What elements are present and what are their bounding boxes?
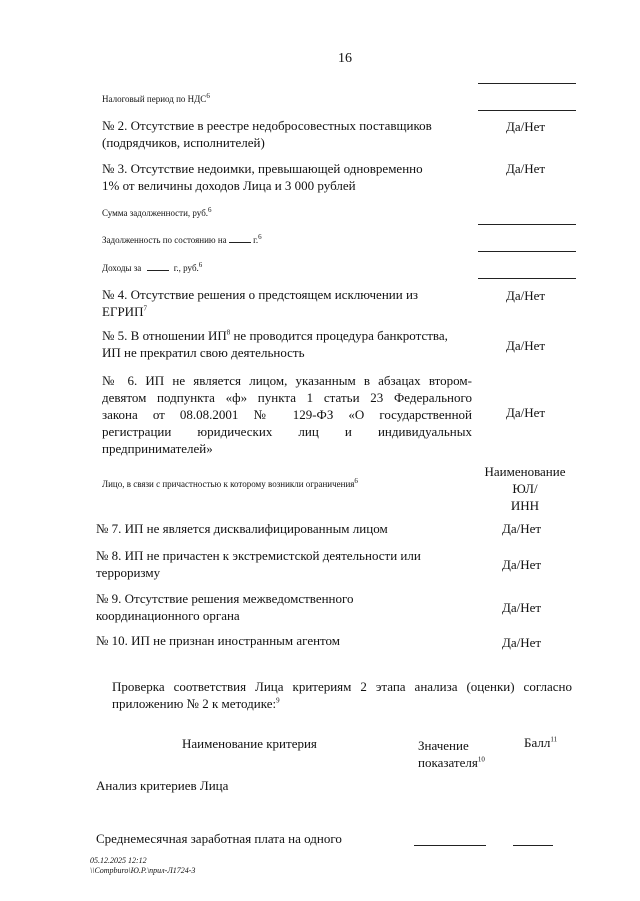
debt-date-suffix: г. [253,235,259,245]
vat-period-note: 6 [206,92,210,100]
footer-timestamp: 05.12.2025 12:12 [90,856,147,865]
item-8-answer[interactable]: Да/Нет [502,557,542,572]
salary-value-line[interactable] [414,845,486,846]
score-header [524,734,557,751]
item-6-line-1: № 6. ИП не является лицом, указанным в абзацах втором- [102,373,472,388]
related-person-value-line-3: ИНН [510,498,540,513]
item-5-text-2: ИП не прекратил свою деятельность [102,345,305,360]
salary-score-line[interactable] [513,845,553,846]
item-6 [102,372,472,457]
item-5-text-1b: не проводится процедура банкротства, [233,328,448,343]
debt-date-label [102,235,262,246]
item-2 [102,117,472,151]
related-person-value-line-1: Наименование [484,464,566,479]
item-5-note: 8 [226,328,231,337]
debt-date-label-text: Задолженность по состоянию на [102,235,227,245]
item-6-line-3: закона от 08.08.2001 № 129-ФЗ «О государственной [102,407,472,422]
value-header-note: 10 [477,755,485,764]
related-person-label [102,479,358,490]
item-2-text-2: (подрядчиков, исполнителей) [102,135,265,150]
vat-period-line-top [478,83,576,84]
debt-sum-note: 6 [208,206,212,214]
stage-2-line-2-wrap [112,695,572,712]
value-header-line-2-wrap [418,754,485,771]
debt-date-note: 6 [258,233,262,241]
item-6-line-5: предпринимателей» [102,441,213,456]
value-header-line-1: Значение [418,738,469,753]
item-6-line-4: регистрации юридических лиц и индивидуальных [102,424,472,439]
related-person-value[interactable] [478,463,572,514]
salary-criterion: Среднемесячная заработная плата на одного [96,831,342,846]
item-9-answer[interactable]: Да/Нет [502,600,542,615]
stage-2-paragraph [112,678,572,712]
item-9 [96,590,466,624]
item-3-text-2: 1% от величины доходов Лица и 3 000 рублей [102,178,356,193]
item-8-text-2: терроризму [96,565,161,580]
debt-date-input-line[interactable] [478,251,576,252]
item-9-text-2: координационного органа [96,608,240,623]
item-9-text-1: № 9. Отсутствие решения межведомственного [96,591,354,606]
item-4-text-2: ЕГРИП [102,304,144,319]
item-5-text-1a: № 5. В отношении ИП [102,328,227,343]
item-3 [102,160,472,194]
value-header-line-2: показателя [418,755,478,770]
item-8 [96,547,466,581]
item-3-text-1: № 3. Отсутствие недоимки, превышающей одновременно [102,161,423,176]
score-header-text: Балл [524,735,551,750]
analysis-heading: Анализ критериев Лица [96,778,229,793]
item-4-text-1: № 4. Отсутствие решения о предстоящем исключении из [102,287,419,302]
item-4-answer[interactable]: Да/Нет [506,288,546,303]
item-6-line-2: девятом подпункта «ф» пункта 1 статьи 23 Федерального [102,390,472,405]
page-number: 16 [338,51,352,66]
item-5 [102,327,472,361]
stage-2-line-2: приложению № 2 к методике: [112,696,277,711]
item-4 [102,286,472,320]
value-header [418,737,485,771]
item-8-text-1: № 8. ИП не причастен к экстремистской деятельности или [96,548,421,563]
item-10-answer[interactable]: Да/Нет [502,635,542,650]
criterion-header: Наименование критерия [182,736,317,751]
related-person-value-line-2: ЮЛ/ [512,481,538,496]
debt-date-blank[interactable] [229,242,251,243]
item-6-answer[interactable]: Да/Нет [506,405,546,420]
item-5-answer[interactable]: Да/Нет [506,338,546,353]
footer [90,856,195,876]
item-2-answer[interactable]: Да/Нет [506,119,546,134]
score-header-note: 11 [550,735,558,744]
item-7-text: № 7. ИП не является дисквалифицированным лицом [96,521,388,536]
item-5-line-1 [102,327,472,344]
vat-period-label [102,94,210,105]
item-4-text-2-wrap [102,303,472,320]
stage-2-note: 9 [276,696,280,705]
income-note: 6 [198,261,203,269]
income-label [102,263,202,274]
income-label-text: Доходы за [102,263,142,273]
vat-period-input-line[interactable] [478,110,576,111]
related-person-label-text: Лицо, в связи с причастностью к которому возникли ограничения [102,479,355,489]
item-2-text-1: № 2. Отсутствие в реестре недобросовестных поставщиков [102,118,432,133]
item-7-answer[interactable]: Да/Нет [502,521,542,536]
income-input-line[interactable] [478,278,576,279]
item-10-text: № 10. ИП не признан иностранным агентом [96,633,341,648]
income-suffix: г., руб. [173,263,199,273]
item-4-note: 7 [143,304,147,313]
related-person-note: 6 [354,477,358,485]
debt-sum-label [102,208,212,219]
vat-period-label-text: Налоговый период по НДС [102,94,207,104]
item-3-answer[interactable]: Да/Нет [506,161,546,176]
debt-sum-label-text: Сумма задолженности, руб. [102,208,209,218]
stage-2-line-1: Проверка соответствия Лица критериям 2 этапа анализа (оценки) согласно [112,679,572,694]
income-year-blank[interactable] [147,270,169,271]
footer-path: \\Compburo\Ю.Р.\прил-Л1724-3 [90,866,196,875]
debt-sum-input-line[interactable] [478,224,576,225]
